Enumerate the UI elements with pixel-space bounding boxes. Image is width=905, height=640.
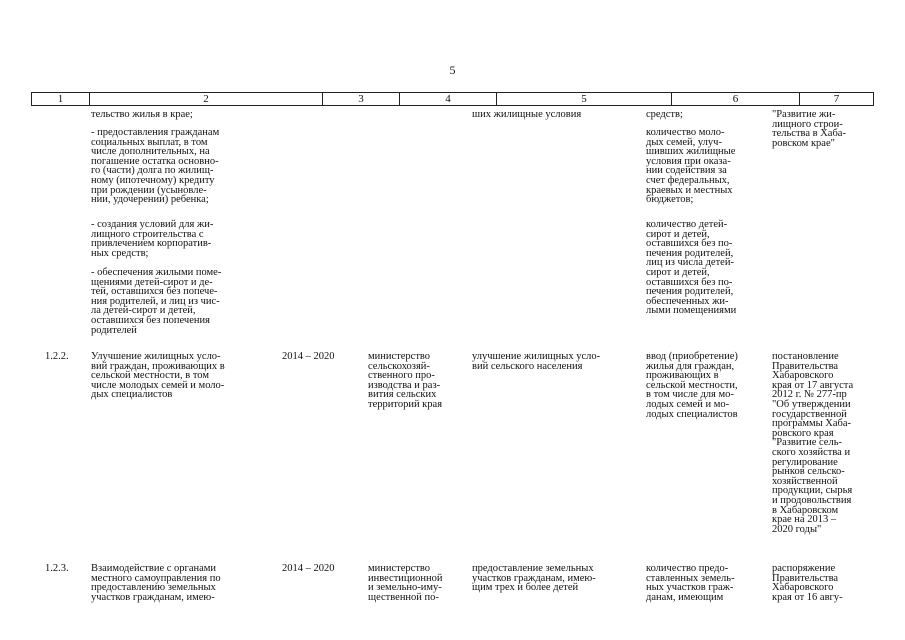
column-number-6: 6: [672, 93, 800, 105]
column-number-3: 3: [323, 93, 400, 105]
row-number: 1.2.2.: [45, 351, 69, 362]
column-number-5: 5: [497, 93, 672, 105]
column-number-1: 1: [32, 93, 90, 105]
indicator: ввод (приобретение) жилья для граждан, проживающих в сельской местности, в том числе для мо- лодых семей и мо- лодых специалистов: [646, 351, 738, 420]
page-number: 5: [449, 63, 456, 77]
cont-legal-act: "Развитие жи- лищного строи- тельства в Хаба- ровском крае": [772, 109, 846, 149]
column-number-7: 7: [833, 93, 840, 105]
executor: министерство сельскохозяй- ственного про- изводства и раз- вития сельских территорий края: [368, 351, 443, 410]
measure-name: Улучшение жилищных усло- вий граждан, проживающих в сельской местности, в том числе молодых семей и моло- дых специалистов: [91, 351, 225, 401]
period: 2014 – 2020: [282, 351, 335, 362]
cont-result-text: ших жилищные условия: [472, 109, 582, 120]
cont-list-item: - создания условий для жи- лищного строительства с привлечением корпоратив- ных средств;: [91, 219, 214, 259]
expected-result: предоставление земельных участков гражданам, имею- щим трех и более детей: [472, 563, 596, 594]
legal-act: распоряжение Правительства Хабаровского края от 16 авгу-: [772, 563, 843, 603]
cont-indicator-text: количество детей- сирот и детей, оставшихся без по- печения родителей, лиц из числа детей- сирот и детей, оставшихся без по- печения родителей, обеспеченных жи- лыми помещениями: [646, 219, 737, 317]
period: 2014 – 2020: [282, 563, 335, 574]
cont-list-item: - предоставления гражданам социальных выплат, в том числе дополнительных, на погашение остатка основно- го (части) долга по жилищ- ному (ипотечному) кредиту при рождении (усыновле- нии, удочерении) ребенка;: [91, 127, 220, 206]
legal-act: постановление Правительства Хабаровского края от 17 августа 2012 г. № 277-пр "Об утверждении государственной программы Хаба- ровского края "Развитие сель- ского хозяйства и регулирование рынков сельско- хозяйственной продукции, сырья и продовольствия в Хабаровском крае на 2013 – 2020 годы": [772, 351, 854, 535]
measure-name: Взаимодействие с органами местного самоуправления по предоставлению земельных участков гражданам, имею-: [91, 563, 221, 603]
cont-indicator-text: количество моло- дых семей, улуч- шивших жилищные условия при оказа- нии содействия за счет федеральных, краевых и местных бюджетов;: [646, 127, 736, 206]
table-header-row: [31, 92, 874, 106]
cont-indicator-text: средств;: [646, 109, 683, 120]
executor: министерство инвестиционной и земельно-иму- щественной по-: [368, 563, 443, 603]
expected-result: улучшение жилищных усло- вий сельского населения: [472, 351, 601, 372]
row-number: 1.2.3.: [45, 563, 69, 574]
cont-list-item: - обеспечения жилыми поме- щениями детей-сирот и де- тей, оставшихся без попече- ния родителей, и лиц из чис- ла детей-сирот и детей, оставшихся без попечения родителей: [91, 267, 222, 336]
cont-purpose-text: тельство жилья в крае;: [91, 109, 193, 120]
column-number-4: 4: [400, 93, 497, 105]
column-number-2: 2: [90, 93, 323, 105]
indicator: количество предо- ставленных земель- ных участков граж- данам, имеющим: [646, 563, 735, 603]
